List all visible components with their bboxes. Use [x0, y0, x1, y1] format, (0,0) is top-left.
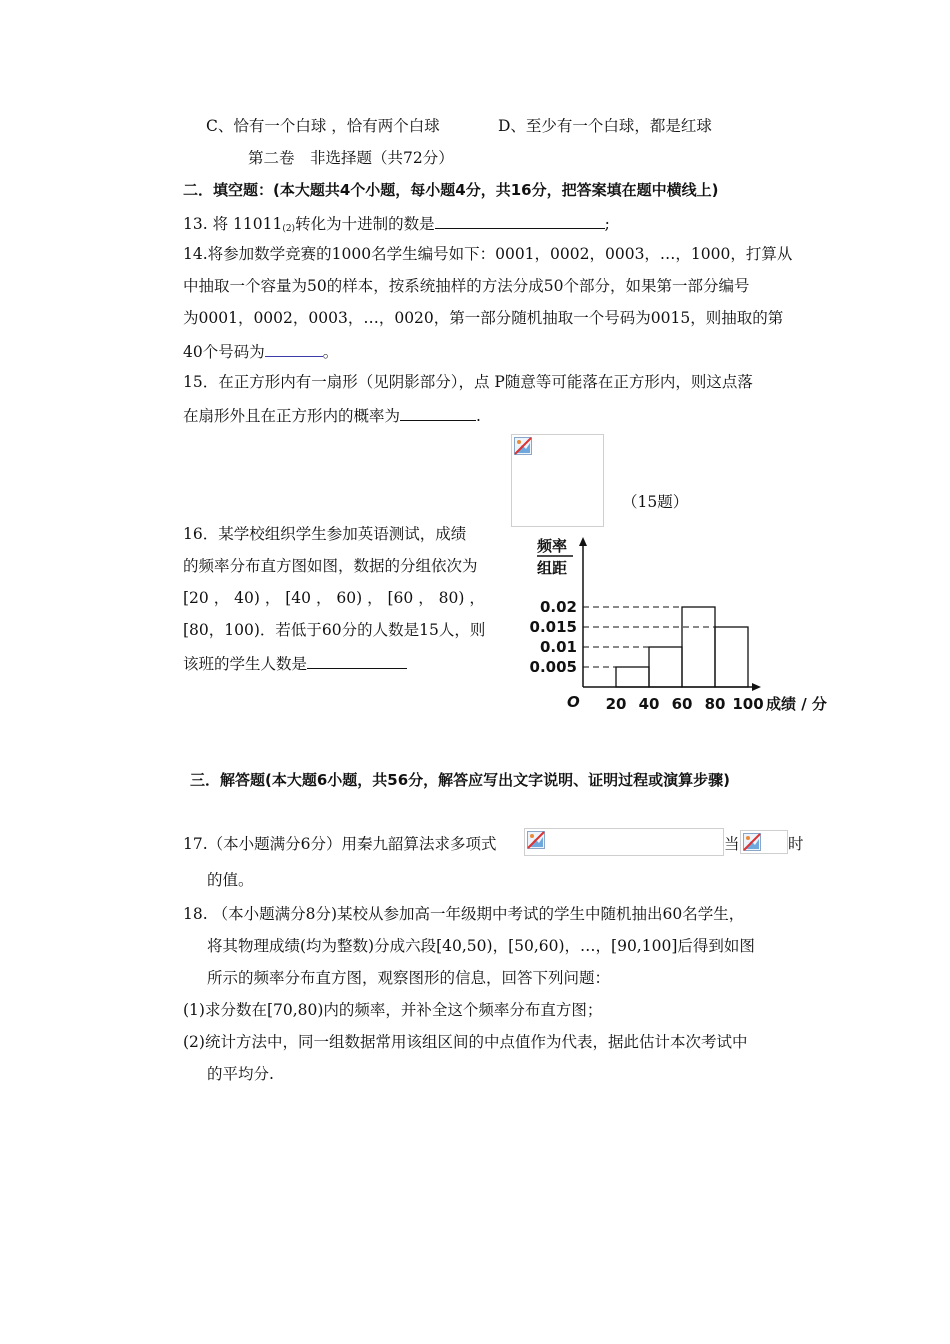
- broken-image-icon: [527, 831, 545, 849]
- histogram-bar: [715, 627, 748, 687]
- q15-line-2: [183, 404, 481, 426]
- broken-image-icon: [743, 833, 761, 851]
- q14-line-2: 中抽取一个容量为50的样本，按系统抽样的方法分成50个部分，如果第一部分编号: [183, 277, 750, 295]
- axes: [579, 537, 761, 691]
- q14-answer-blank[interactable]: [265, 340, 323, 357]
- x-axis-label: 成绩 / 分: [766, 695, 827, 713]
- histogram-bar: [649, 647, 682, 687]
- q16-line-1: 16．某学校组织学生参加英语测试，成绩: [183, 525, 467, 543]
- y-label-bottom: 组距: [537, 559, 568, 577]
- q17-end: 时: [788, 835, 804, 853]
- q16-line-5-prefix: 该班的学生人数是: [183, 655, 308, 673]
- q15-caption: （15题）: [622, 493, 689, 511]
- question-13: [183, 212, 610, 239]
- frequency-histogram: [525, 535, 845, 720]
- q15-figure-placeholder: [511, 434, 604, 527]
- y-label-top: 频率: [537, 537, 568, 555]
- q18-part-1: (1)求分数在[70,80)内的频率，并补全这个频率分布直方图；: [183, 1001, 603, 1019]
- x-axis-arrow: [752, 683, 761, 691]
- q18-line-1: 18. （本小题满分8分)某校从参加高一年级期中考试的学生中随机抽出60名学生，: [183, 905, 745, 923]
- q18-part-2-line-1: (2)统计方法中，同一组数据常用该组区间的中点值作为代表，据此估计本次考试中: [183, 1033, 748, 1051]
- section2-heading: 二．填空题：(本大题共4个小题，每小题4分，共16分，把答案填在题中横线上): [183, 181, 719, 199]
- x-tick-label: 20: [605, 695, 627, 713]
- section3-heading: 三．解答题(本大题6小题，共56分，解答应写出文字说明、证明过程或演算步骤): [190, 771, 731, 789]
- q16-line-5: [183, 652, 407, 674]
- q15-line-1: 15．在正方形内有一扇形（见阴影部分），点 P随意等可能落在正方形内，则这点落: [183, 373, 753, 391]
- q13-answer-blank[interactable]: [435, 212, 605, 229]
- q16-line-3: [20 ， 40) ， [40 ， 60) ， [60 ， 80) ，: [183, 589, 485, 607]
- q18-part-2-line-2: 的平均分.: [207, 1065, 274, 1083]
- y-axis-arrow: [579, 537, 587, 546]
- x-tick-label: 40: [638, 695, 660, 713]
- q15-answer-blank[interactable]: [400, 404, 476, 421]
- q14-line-4-prefix: 40个号码为: [183, 343, 265, 361]
- q18-line-3: 所示的频率分布直方图，观察图形的信息，回答下列问题：: [207, 969, 611, 987]
- broken-image-icon: [514, 437, 532, 455]
- q14-line-4: [183, 340, 338, 362]
- q16-line-2: 的频率分布直方图如图，数据的分组依次为: [183, 557, 478, 575]
- histogram-bar: [682, 607, 715, 687]
- q16-answer-blank[interactable]: [307, 652, 407, 669]
- q15-line-2-end: .: [476, 407, 481, 425]
- x-tick-label: 100: [732, 695, 764, 713]
- q16-line-4: [80，100)．若低于60分的人数是15人，则: [183, 621, 486, 639]
- q17-prefix: 17.（本小题满分6分）用秦九韶算法求多项式: [183, 835, 497, 853]
- y-tick-labels: [530, 598, 577, 676]
- y-tick-label: 0.005: [529, 658, 577, 676]
- q13-suffix: 转化为十进制的数是: [295, 215, 435, 233]
- q18-line-2: 将其物理成绩(均为整数)分成六段[40,50)，[50,60)，…，[90,100]后得到如图: [207, 937, 755, 955]
- y-tick-label: 0.015: [529, 618, 577, 636]
- q14-line-1: 14.将参加数学竞赛的1000名学生编号如下：0001，0002，0003，…，1000，打算从: [183, 245, 793, 263]
- y-tick-label: 0.02: [539, 598, 577, 616]
- q12-option-d: D、至少有一个白球，都是红球: [498, 117, 712, 135]
- q13-base: (2): [282, 224, 296, 234]
- q17-polynomial-image: [524, 828, 724, 856]
- histogram-bar: [616, 667, 649, 687]
- q17-x-value-image: [740, 830, 788, 854]
- x-tick-labels: [606, 695, 764, 713]
- y-tick-label: 0.01: [539, 638, 577, 656]
- q12-option-c: C、恰有一个白球 ，恰有两个白球: [206, 117, 440, 135]
- origin-label: O: [567, 693, 580, 711]
- q13-end: ;: [604, 215, 610, 233]
- q17-line-2: 的值。: [207, 871, 254, 889]
- x-tick-label: 60: [671, 695, 693, 713]
- q17-middle: 当: [724, 835, 740, 853]
- q15-line-2-prefix: 在扇形外且在正方形内的概率为: [183, 407, 401, 425]
- y-label: [537, 537, 573, 577]
- q14-line-3: 为0001，0002，0003，…，0020，第一部分随机抽取一个号码为0015，则抽取的第: [183, 309, 784, 327]
- q13-prefix: 13. 将 11011: [183, 215, 283, 233]
- part2-title: 第二卷 非选择题（共72分）: [248, 149, 454, 167]
- x-tick-label: 80: [704, 695, 726, 713]
- q14-line-4-end: 。: [322, 343, 339, 361]
